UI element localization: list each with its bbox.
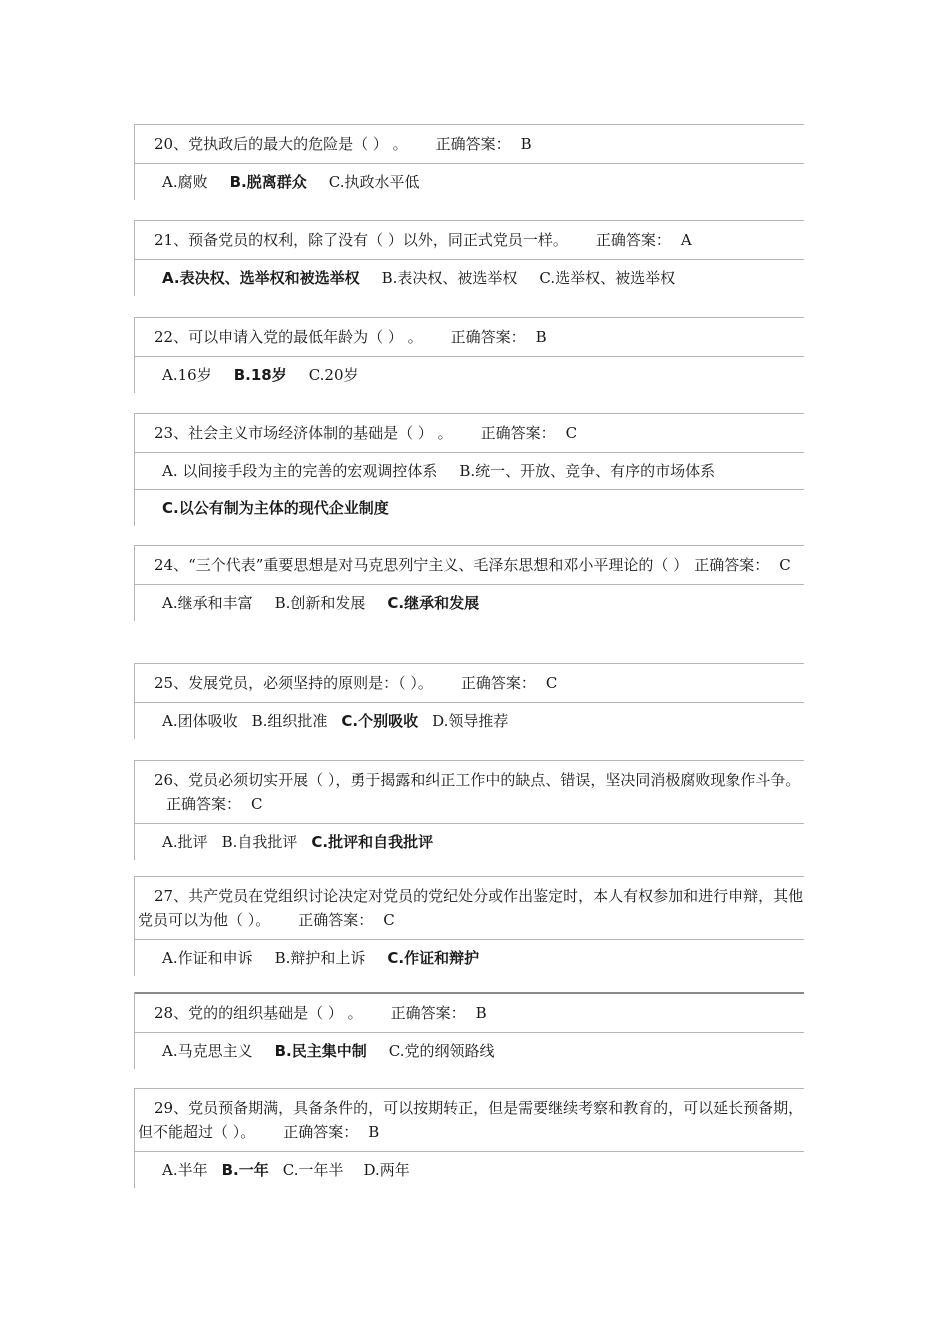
options-row [134, 1033, 804, 1069]
question-block [134, 317, 804, 393]
option-b: B.自我批评 [221, 833, 298, 851]
answer-label: 正确答案： [390, 1004, 466, 1022]
question-text: 27、共产党员在党组织讨论决定对党员的党纪处分或作出鉴定时，本人有权参加和进行申辩，其他党员可以为他（ ）。 [138, 887, 804, 929]
question-block [134, 124, 804, 200]
answer-label: 正确答案： [298, 911, 374, 929]
question-text: 20、党执政后的最大的危险是（ ） 。 [154, 135, 408, 153]
answer-value: B [475, 1004, 487, 1022]
question-row [134, 760, 804, 824]
question-block [134, 1088, 804, 1188]
answer-label: 正确答案： [166, 795, 242, 813]
answer-value: C [545, 674, 558, 692]
option-c: C.党的纲领路线 [388, 1042, 495, 1060]
question-block [134, 545, 804, 621]
question-text: 26、党员必须切实开展（ ），勇于揭露和纠正工作中的缺点、错误，坚决同消极腐败现象作斗争。 [154, 771, 801, 789]
option-b-correct: B.脱离群众 [229, 173, 307, 191]
question-text: 29、党员预备期满，具备条件的，可以按期转正，但是需要继续考察和教育的，可以延长预备期，但不能超过（ ）。 [138, 1099, 804, 1141]
question-block [134, 413, 804, 526]
option-b: B.辩护和上诉 [274, 949, 366, 967]
option-c-correct: C.批评和自我批评 [311, 833, 434, 851]
option-a: A.继承和丰富 [162, 594, 253, 612]
option-a: A.作证和申诉 [162, 949, 253, 967]
answer-label: 正确答案： [283, 1123, 359, 1141]
question-text: 22、可以申请入党的最低年龄为（ ） 。 [154, 328, 423, 346]
option-a: A.马克思主义 [162, 1042, 253, 1060]
option-a: A.腐败 [162, 173, 208, 191]
option-b: B.统一、开放、竞争、有序的市场体系 [459, 462, 716, 480]
option-c-correct: C.个别吸收 [341, 712, 419, 730]
answer-value: B [368, 1123, 380, 1141]
question-block [134, 992, 804, 1069]
question-row [134, 124, 804, 164]
option-d: D.领导推荐 [432, 712, 509, 730]
option-b-correct: B.18岁 [233, 366, 287, 384]
question-block [134, 876, 804, 976]
question-row [134, 317, 804, 357]
option-b: B.创新和发展 [274, 594, 366, 612]
answer-label: 正确答案： [595, 231, 671, 249]
option-c: C.20岁 [308, 366, 359, 384]
option-a: A.16岁 [162, 366, 212, 384]
option-a: A.批评 [162, 833, 208, 851]
options-row [134, 164, 804, 200]
answer-value: C [251, 795, 263, 813]
question-row [134, 876, 804, 940]
question-text: 25、发展党员，必须坚持的原则是：（ ）。 [154, 674, 433, 692]
question-block [134, 760, 804, 860]
answer-label: 正确答案： [460, 674, 536, 692]
options-row [134, 453, 804, 490]
question-text: 28、党的的组织基础是（ ） 。 [154, 1004, 363, 1022]
answer-value: B [520, 135, 532, 153]
option-c-correct: C.继承和发展 [387, 594, 480, 612]
option-c: C.一年半 [282, 1161, 344, 1179]
option-c-correct: C.作证和辩护 [387, 949, 480, 967]
option-a: A.半年 [162, 1161, 208, 1179]
answer-label: 正确答案： [450, 328, 526, 346]
answer-label: 正确答案： [694, 556, 770, 574]
question-row [134, 1088, 804, 1152]
option-c-correct: C.以公有制为主体的现代企业制度 [162, 499, 389, 517]
question-text: 23、社会主义市场经济体制的基础是（ ） 。 [154, 424, 453, 442]
options-row [134, 824, 804, 860]
options-row [134, 703, 804, 739]
answer-label: 正确答案： [480, 424, 556, 442]
question-block [134, 663, 804, 739]
answer-value: C [779, 556, 791, 574]
question-text: 24、“三个代表”重要思想是对马克思列宁主义、毛泽东思想和邓小平理论的（ ） [154, 556, 689, 574]
option-a-correct: A.表决权、选举权和被选举权 [162, 269, 360, 287]
answer-value: C [565, 424, 578, 442]
answer-value: C [383, 911, 395, 929]
question-row [134, 220, 804, 260]
option-a: A.团体吸收 [162, 712, 238, 730]
option-b: B.组织批准 [251, 712, 328, 730]
option-c: C.执政水平低 [328, 173, 420, 191]
options-row-2 [134, 490, 804, 526]
question-row [134, 663, 804, 703]
option-b-correct: B.一年 [221, 1161, 269, 1179]
answer-value: A [680, 231, 692, 249]
options-row [134, 585, 804, 621]
question-row [134, 545, 804, 585]
options-row [134, 1152, 804, 1188]
question-block [134, 220, 804, 296]
answer-value: B [535, 328, 547, 346]
options-row [134, 260, 804, 296]
answer-label: 正确答案： [435, 135, 511, 153]
option-c: C.选举权、被选举权 [539, 269, 676, 287]
option-a: A. 以间接手段为主的完善的宏观调控体系 [162, 462, 438, 480]
question-text: 21、预备党员的权利，除了没有（ ）以外，同正式党员一样。 [154, 231, 568, 249]
question-row [134, 413, 804, 453]
option-b: B.表决权、被选举权 [381, 269, 518, 287]
options-row [134, 357, 804, 393]
options-row [134, 940, 804, 976]
option-d: D.两年 [363, 1161, 410, 1179]
question-row [134, 992, 804, 1033]
option-b-correct: B.民主集中制 [274, 1042, 367, 1060]
